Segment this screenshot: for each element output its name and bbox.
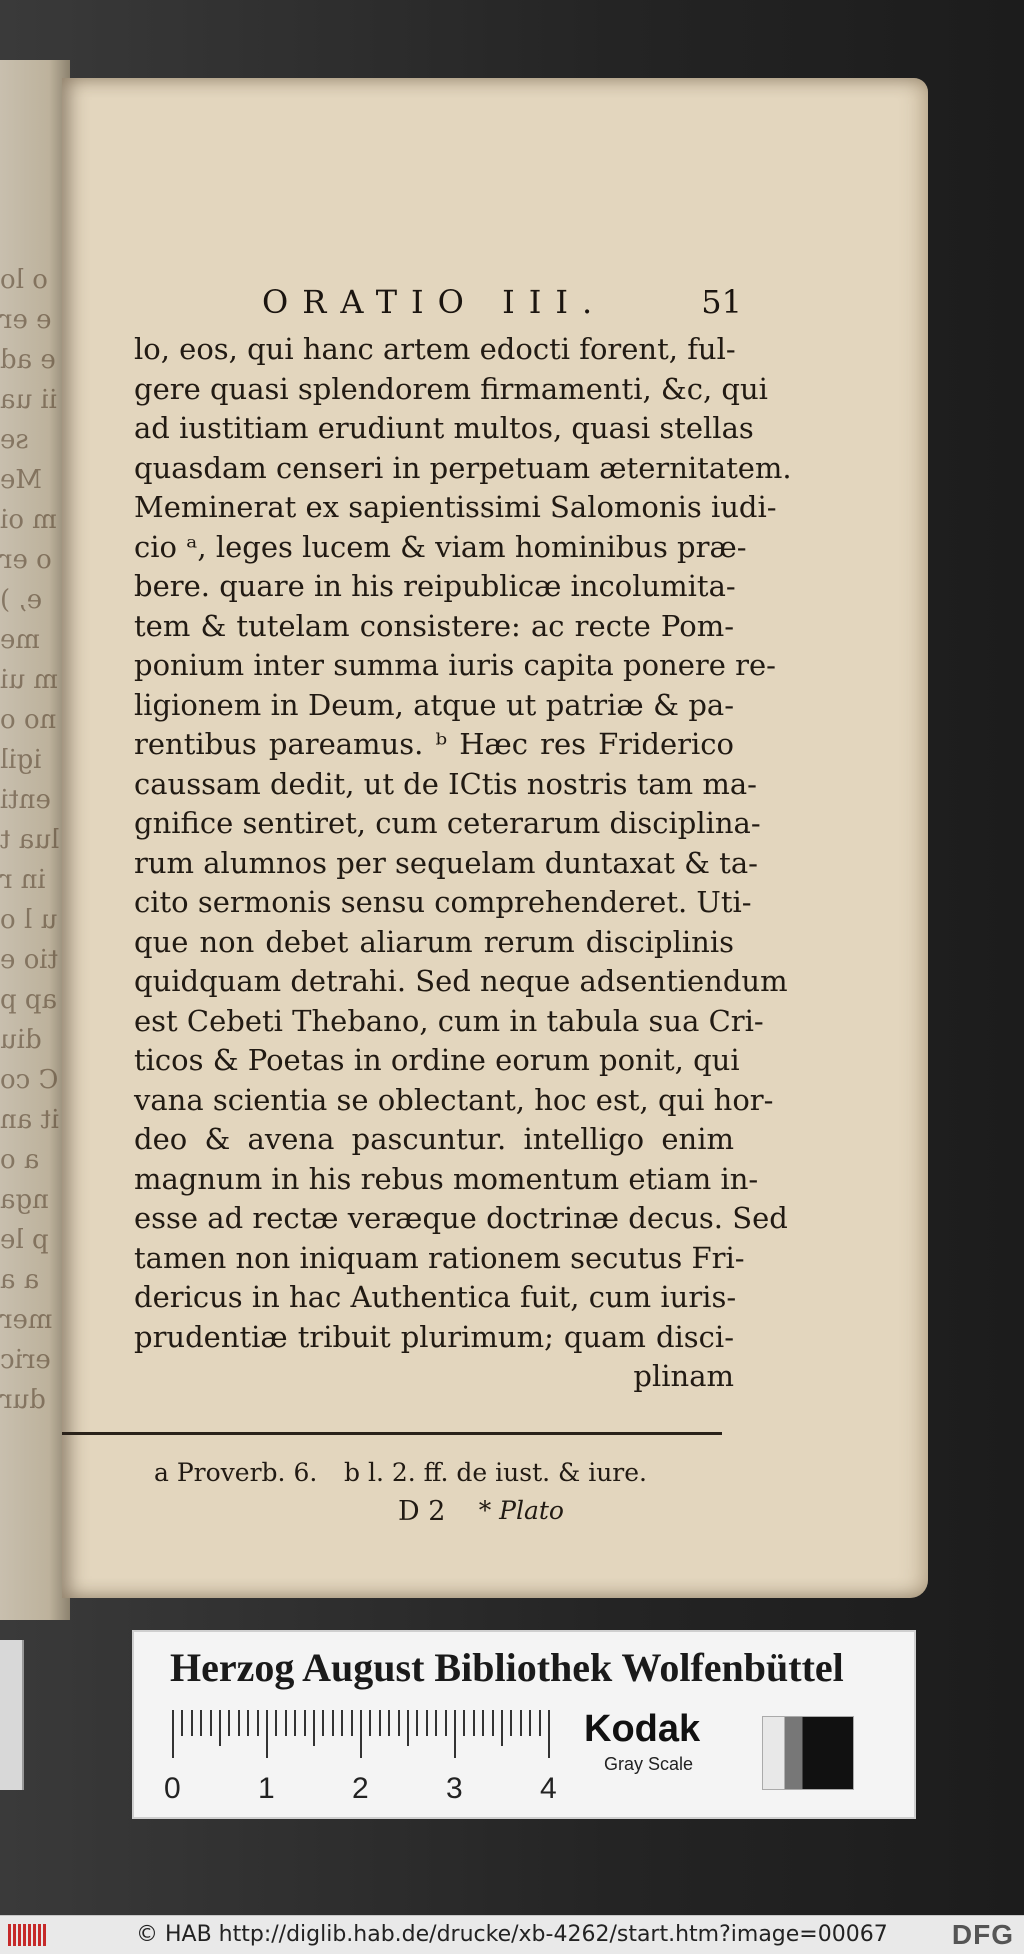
text-line: ponium inter summa iuris capita ponere re- [134,648,776,682]
text-line: rentibus pareamus. ᵇ Hæc res Friderico [134,727,734,761]
text-line: ad iustitiam erudiunt multos, quasi stellas [134,411,754,445]
text-line: que non debet aliarum rerum disciplinis [134,924,734,959]
ruler-tick [332,1710,334,1736]
color-calibration-strip [132,1630,916,1819]
text-line: est Cebeti Thebano, cum in tabula sua Cri- [134,1003,764,1038]
ruler-tick [351,1710,353,1736]
catchword: plinam [633,1359,734,1393]
running-header [262,283,742,327]
text-line: lo, eos, qui hanc artem edocti forent, ful- [134,332,736,366]
signature-mark: D 2 [398,1496,446,1527]
ruler-tick [463,1710,465,1736]
text-line: rum alumnos per sequelam duntaxat & ta- [134,845,758,880]
ruler-tick [548,1710,550,1758]
text-line: quidquam detrahi. Sed neque adsentiendum [134,964,788,998]
ruler-tick [341,1710,343,1736]
text-line: tem & tutelam consistere: ac recte Pom- [134,608,734,643]
ruler-tick [219,1710,221,1746]
text-line: esse ad rectæ veræque doctrinæ decus. Sed [134,1201,788,1235]
ruler-number: 0 [164,1772,181,1805]
ruler-tick [275,1710,277,1736]
ruler-number: 4 [540,1772,557,1805]
ruler-tick [304,1710,306,1736]
scale-ruler [164,1710,592,1810]
text-line: caussam dedit, ut de ICtis nostris tam ma- [134,766,757,801]
ruler-tick [200,1710,202,1736]
ruler-number: 3 [446,1772,463,1805]
ruler-tick [369,1710,371,1736]
footnote-catchword: * Plato [478,1496,564,1525]
ruler-tick [492,1710,494,1736]
text-line: vana scientia se oblectant, hoc est, qui hor- [134,1082,774,1117]
ruler-tick [257,1710,259,1736]
ruler-tick [529,1710,531,1736]
footer-bar [0,1915,1024,1954]
kodak-logo: Kodak [584,1708,701,1750]
ruler-tick [388,1710,390,1736]
book-page [62,78,928,1598]
text-line: prudentiæ tribuit plurimum; quam disci- [134,1319,734,1354]
ruler-tick [416,1710,418,1736]
ruler-tick [379,1710,381,1736]
footnote-rule [62,1432,722,1435]
ruler-tick [539,1710,541,1736]
text-line: Meminerat ex sapientissimi Salomonis iudi- [134,490,777,524]
ruler-tick [435,1710,437,1736]
ruler-tick [520,1710,522,1736]
previous-page-edge [0,60,70,1620]
ruler-number: 1 [258,1772,275,1805]
footnote-a: a Proverb. 6. [154,1458,318,1487]
text-line: cio ᵃ, leges lucem & viam hominibus præ- [134,529,747,564]
ruler-tick [482,1710,484,1736]
ruler-tick [445,1710,447,1736]
ruler-tick [322,1710,324,1736]
ruler-tick [407,1710,409,1746]
ruler-tick [398,1710,400,1736]
text-line: gere quasi splendorem firmamenti, &c, qui [134,371,768,406]
text-line: ticos & Poetas in ordine eorum ponit, qui [134,1043,740,1077]
previous-page-ghost-text: o lo e ere ad ii uase Mem oio ere, ) mem uino oigil enti lua tin ru l otio e ap pdiu C coit ana o ngap le a amer eric dur [0,265,60,1415]
ruler-tick [210,1710,212,1736]
ruler-tick [266,1710,268,1758]
ruler-tick [501,1710,503,1746]
body-text [134,330,792,1397]
ruler-number: 2 [352,1772,369,1805]
dfg-logo: DFG [951,1919,1014,1950]
previous-page-strip-edge [0,1640,24,1790]
ruler-tick [238,1710,240,1736]
ruler-tick [228,1710,230,1736]
hab-logo-icon [8,1924,48,1946]
gray-scale-label: Gray Scale [604,1754,694,1774]
ruler-tick [172,1710,174,1758]
text-line: tamen non iniquam rationem secutus Fri- [134,1240,745,1275]
footnotes [154,1458,722,1494]
ruler-tick [294,1710,296,1736]
ruler-tick [181,1710,183,1736]
ruler-tick [247,1710,249,1736]
page-number: 51 [701,283,742,321]
source-link[interactable]: © HAB http://diglib.hab.de/drucke/xb-4262/start.htm?image=00067 [136,1922,888,1947]
ruler-tick [473,1710,475,1736]
text-line: gnifice sentiret, cum ceterarum disciplina- [134,806,761,840]
ruler-tick [510,1710,512,1736]
ruler-tick [285,1710,287,1736]
ruler-tick [313,1710,315,1746]
text-line: deo & avena pascuntur. intelligo enim [134,1122,734,1156]
text-line: magnum in his rebus momentum etiam in- [134,1161,759,1196]
text-line: cito sermonis sensu comprehenderet. Uti- [134,885,752,919]
ruler-tick [360,1710,362,1758]
ruler-tick [191,1710,193,1736]
text-line: bere. quare in his reipublicæ incolumita- [134,569,736,603]
library-name: Herzog August Bibliothek Wolfenbüttel [170,1645,844,1690]
ruler-tick [454,1710,456,1758]
text-line: dericus in hac Authentica fuit, cum iuris- [134,1280,737,1314]
gray-patches [762,1716,854,1790]
ruler-tick [426,1710,428,1736]
footnote-b: b l. 2. ff. de iust. & iure. [344,1458,648,1487]
header-title: ORATIO III. [262,283,607,321]
text-line: ligionem in Deum, atque ut patriæ & pa- [134,687,734,722]
text-line: quasdam censeri in perpetuam æternitatem. [134,450,792,485]
